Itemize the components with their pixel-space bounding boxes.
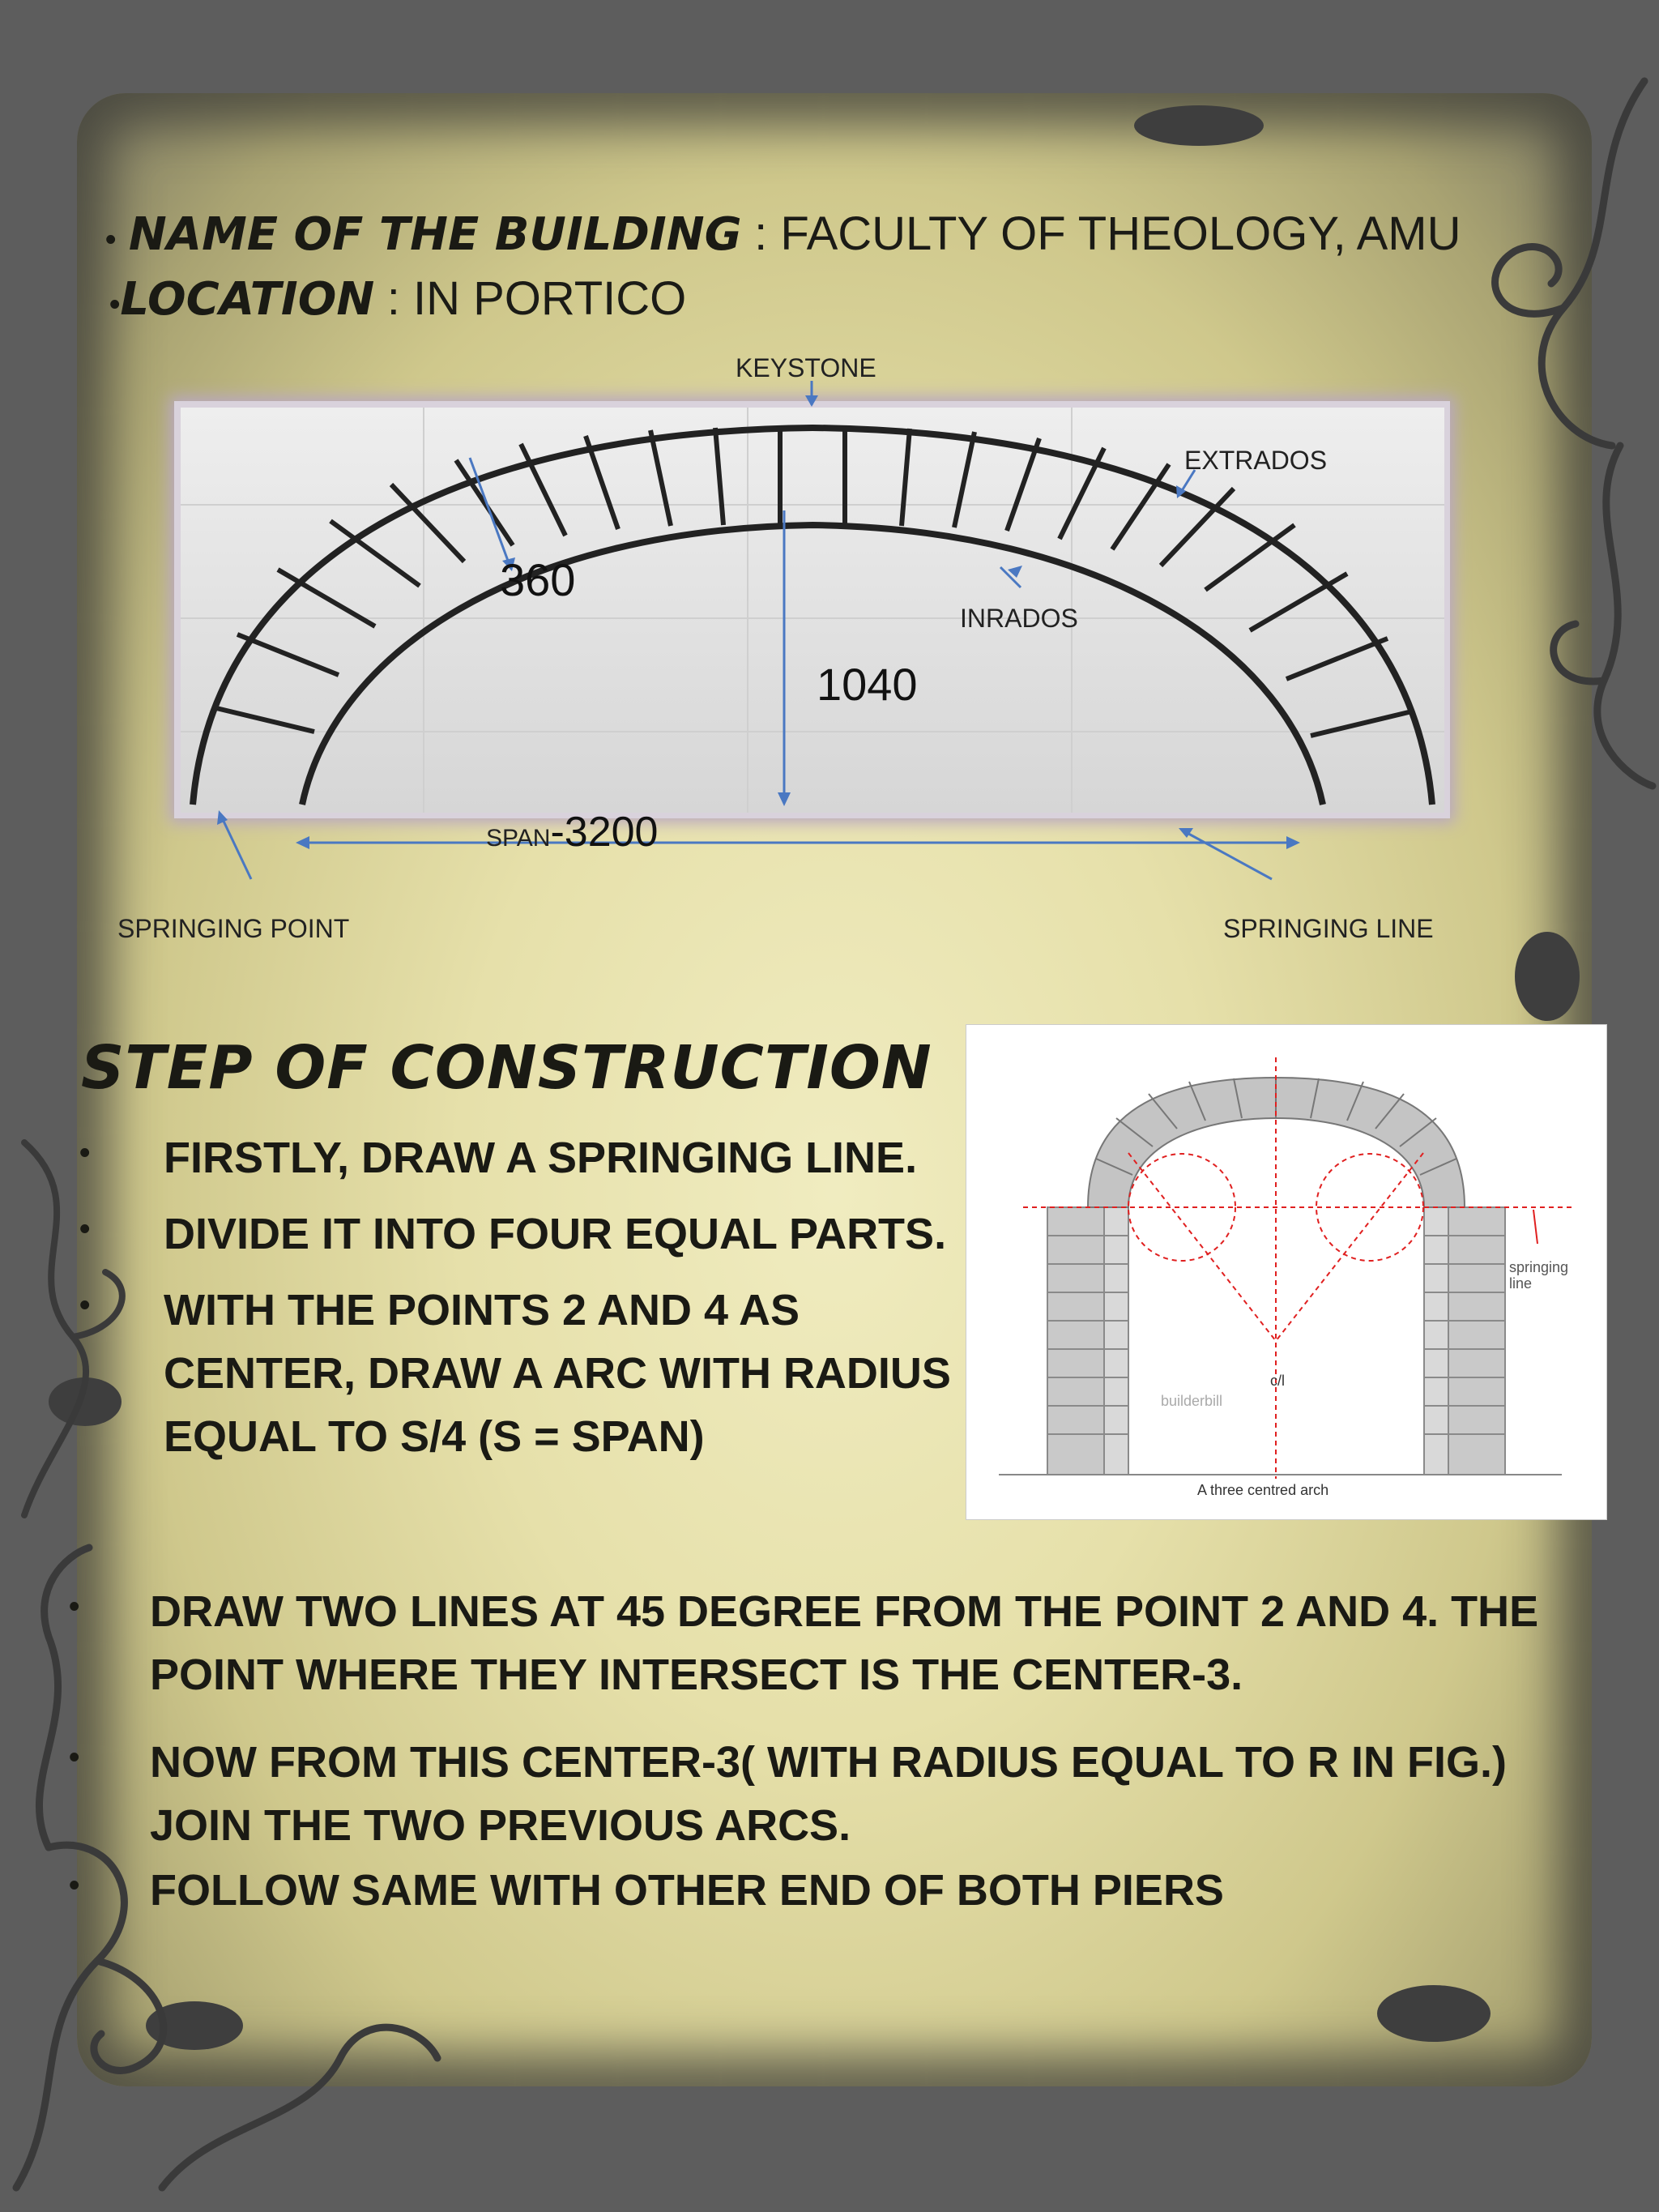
span-value: -3200 [550,809,659,856]
building-name-heading: NAME OF THE BUILDING [128,208,742,261]
label-inrados: INRADOS [960,604,1078,633]
figure-watermark: builderbill [1161,1393,1223,1409]
swirl-decoration-left [0,1134,162,1539]
bullet: • [105,223,117,257]
bullet: • [79,1212,91,1246]
figure-centre-label: c/l [1270,1373,1285,1389]
bullet: • [79,1136,91,1170]
building-name-value: : FACULTY OF THEOLOGY, AMU [754,207,1461,260]
dimension-1040: 1040 [817,659,918,710]
figure-caption: A three centred arch [1197,1482,1329,1498]
location-value: : IN PORTICO [386,272,687,325]
span-label [486,808,658,856]
three-centred-arch-figure [966,1024,1607,1520]
bullet: • [69,1590,80,1624]
step-item-2: DIVIDE IT INTO FOUR EQUAL PARTS. [164,1210,947,1258]
step-item-6: FOLLOW SAME WITH OTHER END OF BOTH PIERS [150,1866,1224,1915]
location-heading: LOCATION [120,273,375,326]
step-item-4: DRAW TWO LINES AT 45 DEGREE FROM THE POINT 2 AND 4. THE POINT WHERE THEY INTERSECT IS THE CENTER-3. [150,1587,1539,1699]
span-prefix: SPAN [486,825,551,852]
bullet: • [79,1288,91,1322]
bullet: • [109,288,121,322]
step-item-5: NOW FROM THIS CENTER-3( WITH RADIUS EQUAL TO R IN FIG.) JOIN THE TWO PREVIOUS ARCS. [150,1738,1507,1850]
ink-splat [1377,1985,1491,2042]
label-extrados: EXTRADOS [1184,446,1328,475]
figure-springing-label: springing [1509,1259,1569,1275]
label-springing-point: SPRINGING POINT [117,914,350,943]
dimension-360: 360 [500,554,576,605]
bullet: • [69,1740,80,1774]
label-springing-line: SPRINGING LINE [1223,914,1434,943]
annotation-arrows [0,0,1659,972]
bullet: • [69,1868,80,1902]
step-item-1: FIRSTLY, DRAW A SPRINGING LINE. [164,1134,918,1182]
step-item-3: WITH THE POINTS 2 AND 4 AS CENTER, DRAW A ARC WITH RADIUS EQUAL TO S/4 (S = SPAN) [164,1286,951,1461]
label-keystone: KEYSTONE [736,353,876,382]
steps-title: STEP OF CONSTRUCTION [81,1033,932,1103]
figure-line-label: line [1509,1275,1533,1292]
arch-diagram [966,1025,1606,1519]
